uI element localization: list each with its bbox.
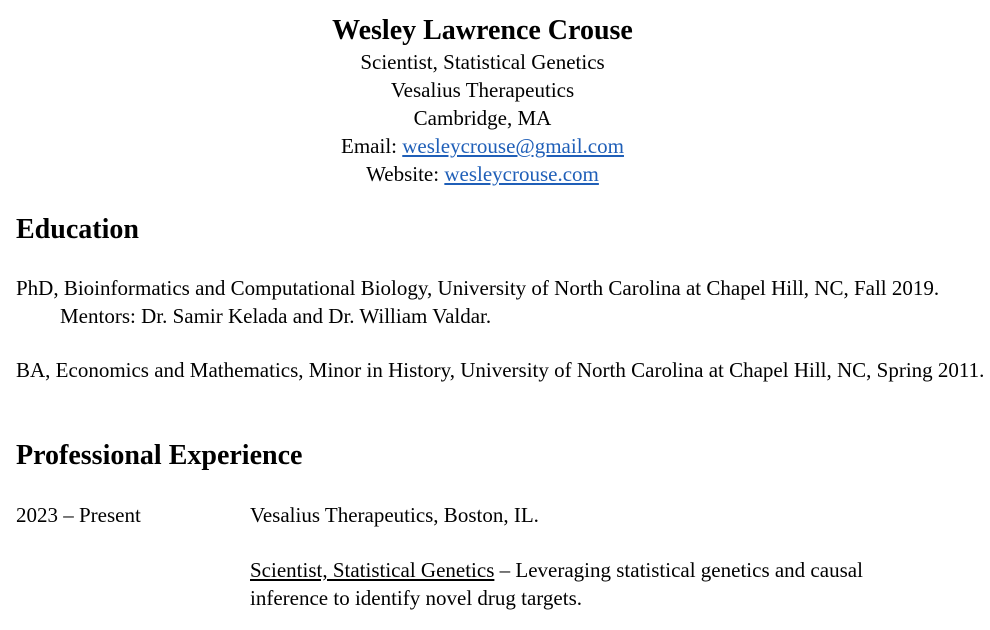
job-title: Scientist, Statistical Genetics (360, 50, 605, 74)
experience-description-text: inference to identify novel drug targets. (250, 586, 583, 610)
education-heading: Education (16, 214, 139, 245)
education-entry-line: PhD, Bioinformatics and Computational Biology, University of North Carolina at Chapel Hill, NC, (16, 276, 849, 300)
education-entry-line: Fall 2019. Mentors: Dr. Samir Kelada and Dr. William Valdar. (60, 276, 940, 328)
experience-dates: 2023 – Present (16, 503, 141, 527)
education-entry-line: Spring 2011. (876, 358, 985, 382)
location: Cambridge, MA (413, 106, 552, 130)
website-label: Website: (366, 162, 445, 186)
experience-role: Scientist, Statistical Genetics (250, 558, 495, 582)
experience-entry (250, 501, 940, 612)
cv-header (0, 14, 965, 188)
education-entry-phd (16, 274, 990, 330)
experience-description (250, 556, 940, 612)
person-name: Wesley Lawrence Crouse (332, 15, 633, 46)
experience-heading: Professional Experience (16, 440, 303, 471)
education-entry-ba (16, 356, 990, 384)
education-entry-line: BA, Economics and Mathematics, Minor in History, University of North Carolina at Chapel Hill, NC, (16, 358, 872, 382)
website-link[interactable]: wesleycrouse.com (444, 162, 599, 186)
experience-employer: Vesalius Therapeutics, Boston, IL. (250, 503, 539, 527)
email-link[interactable]: wesleycrouse@gmail.com (402, 134, 624, 158)
experience-description-text: – Leveraging statistical genetics and causal (494, 558, 863, 582)
email-label: Email: (341, 134, 403, 158)
organization: Vesalius Therapeutics (390, 78, 575, 102)
website-line (0, 160, 965, 188)
email-line (0, 132, 965, 160)
spacer (250, 529, 940, 556)
